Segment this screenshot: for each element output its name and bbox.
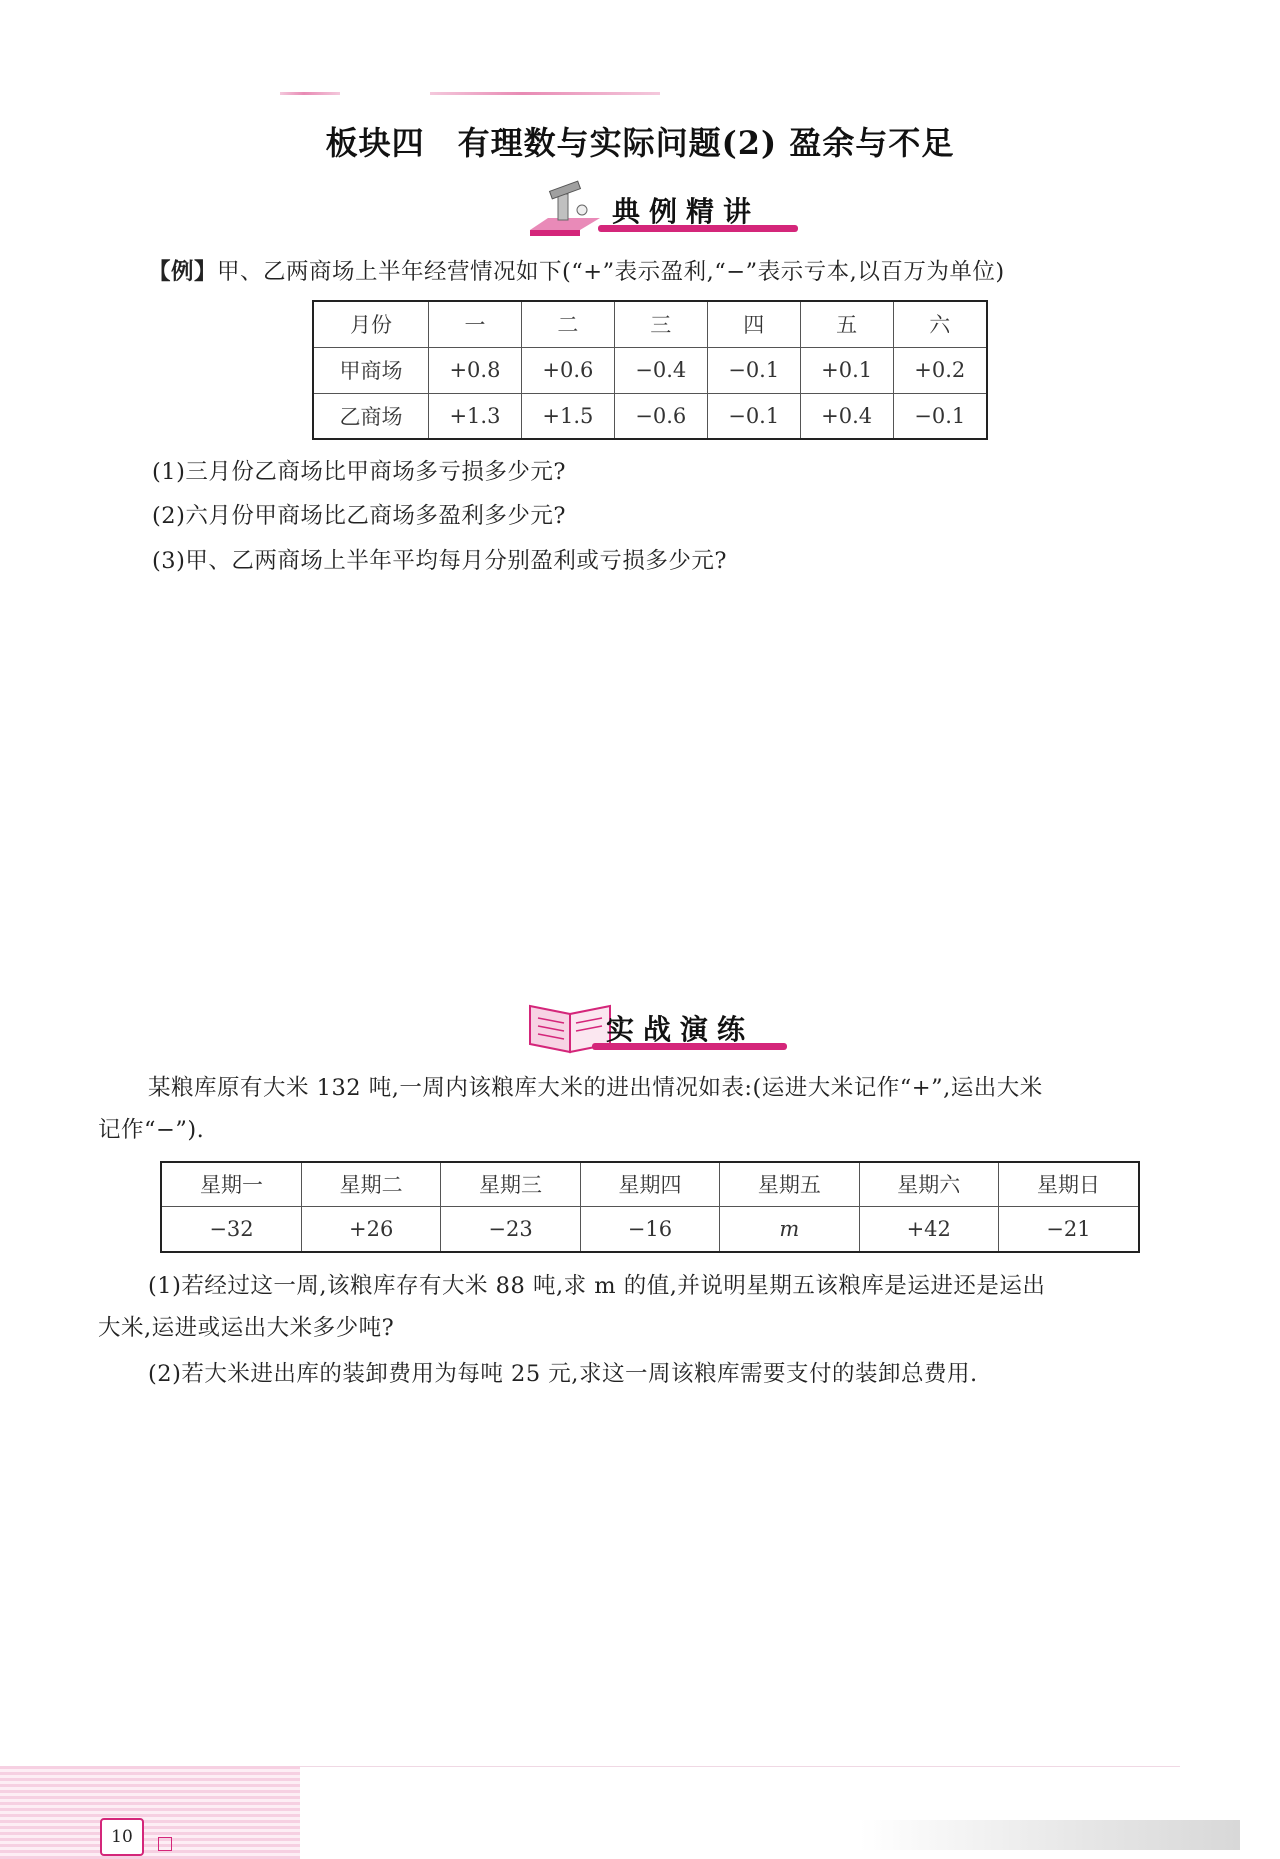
practice-table — [160, 1161, 1140, 1253]
table-row — [313, 393, 987, 439]
table-cell: 星期日 — [998, 1162, 1139, 1206]
table-cell: +0.2 — [893, 347, 987, 393]
table-cell: −16 — [580, 1206, 719, 1252]
example-table — [312, 300, 988, 440]
practice-intro-line-1: 某粮库原有大米 132 吨,一周内该粮库大米的进出情况如表:(运进大米记作“+”,运出大米 — [148, 1075, 1043, 1101]
example-text: 甲、乙两商场上半年经营情况如下(“+”表示盈利,“−”表示亏本,以百万为单位) — [217, 259, 1005, 285]
page-title: 板块四 有理数与实际问题(2) 盈余与不足 — [325, 124, 955, 162]
table-cell: +0.6 — [521, 347, 614, 393]
table-cell: +1.5 — [521, 393, 614, 439]
table-cell: 月份 — [313, 301, 429, 347]
table-cell: m — [720, 1206, 859, 1252]
table-cell: 五 — [800, 301, 893, 347]
page-number: 10 — [100, 1818, 144, 1856]
table-cell: −23 — [441, 1206, 580, 1252]
table-cell: 一 — [429, 301, 522, 347]
question-3: (3)甲、乙两商场上半年平均每月分别盈利或亏损多少元? — [152, 548, 727, 574]
example-tag: 【例】 — [148, 259, 218, 285]
table-cell: +0.4 — [800, 393, 893, 439]
table-header-row — [161, 1162, 1139, 1206]
section-title: 实战演练 — [606, 1013, 755, 1046]
table-cell: +0.1 — [800, 347, 893, 393]
section-banner-practice — [520, 998, 820, 1058]
top-decor-line-right — [430, 92, 660, 95]
table-header-row — [313, 301, 987, 347]
practice-question-1-line-1: (1)若经过这一周,该粮库存有大米 88 吨,求 m 的值,并说明星期五该粮库是运进还是运出 — [148, 1273, 1046, 1299]
table-cell: 星期六 — [859, 1162, 998, 1206]
table-cell: 二 — [521, 301, 614, 347]
section-banner-examples — [520, 180, 820, 240]
table-row — [313, 347, 987, 393]
footer-right-shade — [860, 1820, 1240, 1850]
table-cell: −0.1 — [707, 393, 800, 439]
practice-intro-line-2: 记作“−”). — [98, 1117, 205, 1143]
section-title: 典例精讲 — [612, 195, 761, 228]
question-2: (2)六月份甲商场比乙商场多盈利多少元? — [152, 503, 566, 529]
footer-line — [300, 1766, 1180, 1767]
footer-square-icon — [158, 1837, 172, 1851]
table-cell: 甲商场 — [313, 347, 429, 393]
example-statement — [148, 252, 1208, 292]
table-cell: 星期三 — [441, 1162, 580, 1206]
table-cell: 星期二 — [301, 1162, 440, 1206]
question-1: (1)三月份乙商场比甲商场多亏损多少元? — [152, 459, 566, 485]
footer-pink-stripes — [0, 1766, 300, 1859]
table-cell: +0.8 — [429, 347, 522, 393]
table-row — [161, 1206, 1139, 1252]
table-cell: 三 — [614, 301, 707, 347]
table-cell: −0.1 — [893, 393, 987, 439]
table-cell: 乙商场 — [313, 393, 429, 439]
table-cell: 星期四 — [580, 1162, 719, 1206]
table-cell: −0.4 — [614, 347, 707, 393]
table-cell: +1.3 — [429, 393, 522, 439]
table-cell: 四 — [707, 301, 800, 347]
table-cell: +42 — [859, 1206, 998, 1252]
table-cell: 六 — [893, 301, 987, 347]
table-cell: 星期五 — [720, 1162, 859, 1206]
table-cell: 星期一 — [161, 1162, 301, 1206]
table-cell: −21 — [998, 1206, 1139, 1252]
table-cell: −0.1 — [707, 347, 800, 393]
table-cell: −0.6 — [614, 393, 707, 439]
practice-question-2: (2)若大米进出库的装卸费用为每吨 25 元,求这一周该粮库需要支付的装卸总费用. — [148, 1361, 978, 1387]
table-cell: −32 — [161, 1206, 301, 1252]
practice-question-1-line-2: 大米,运进或运出大米多少吨? — [98, 1315, 395, 1341]
top-decor-line-left — [280, 92, 340, 95]
table-cell: +26 — [301, 1206, 440, 1252]
